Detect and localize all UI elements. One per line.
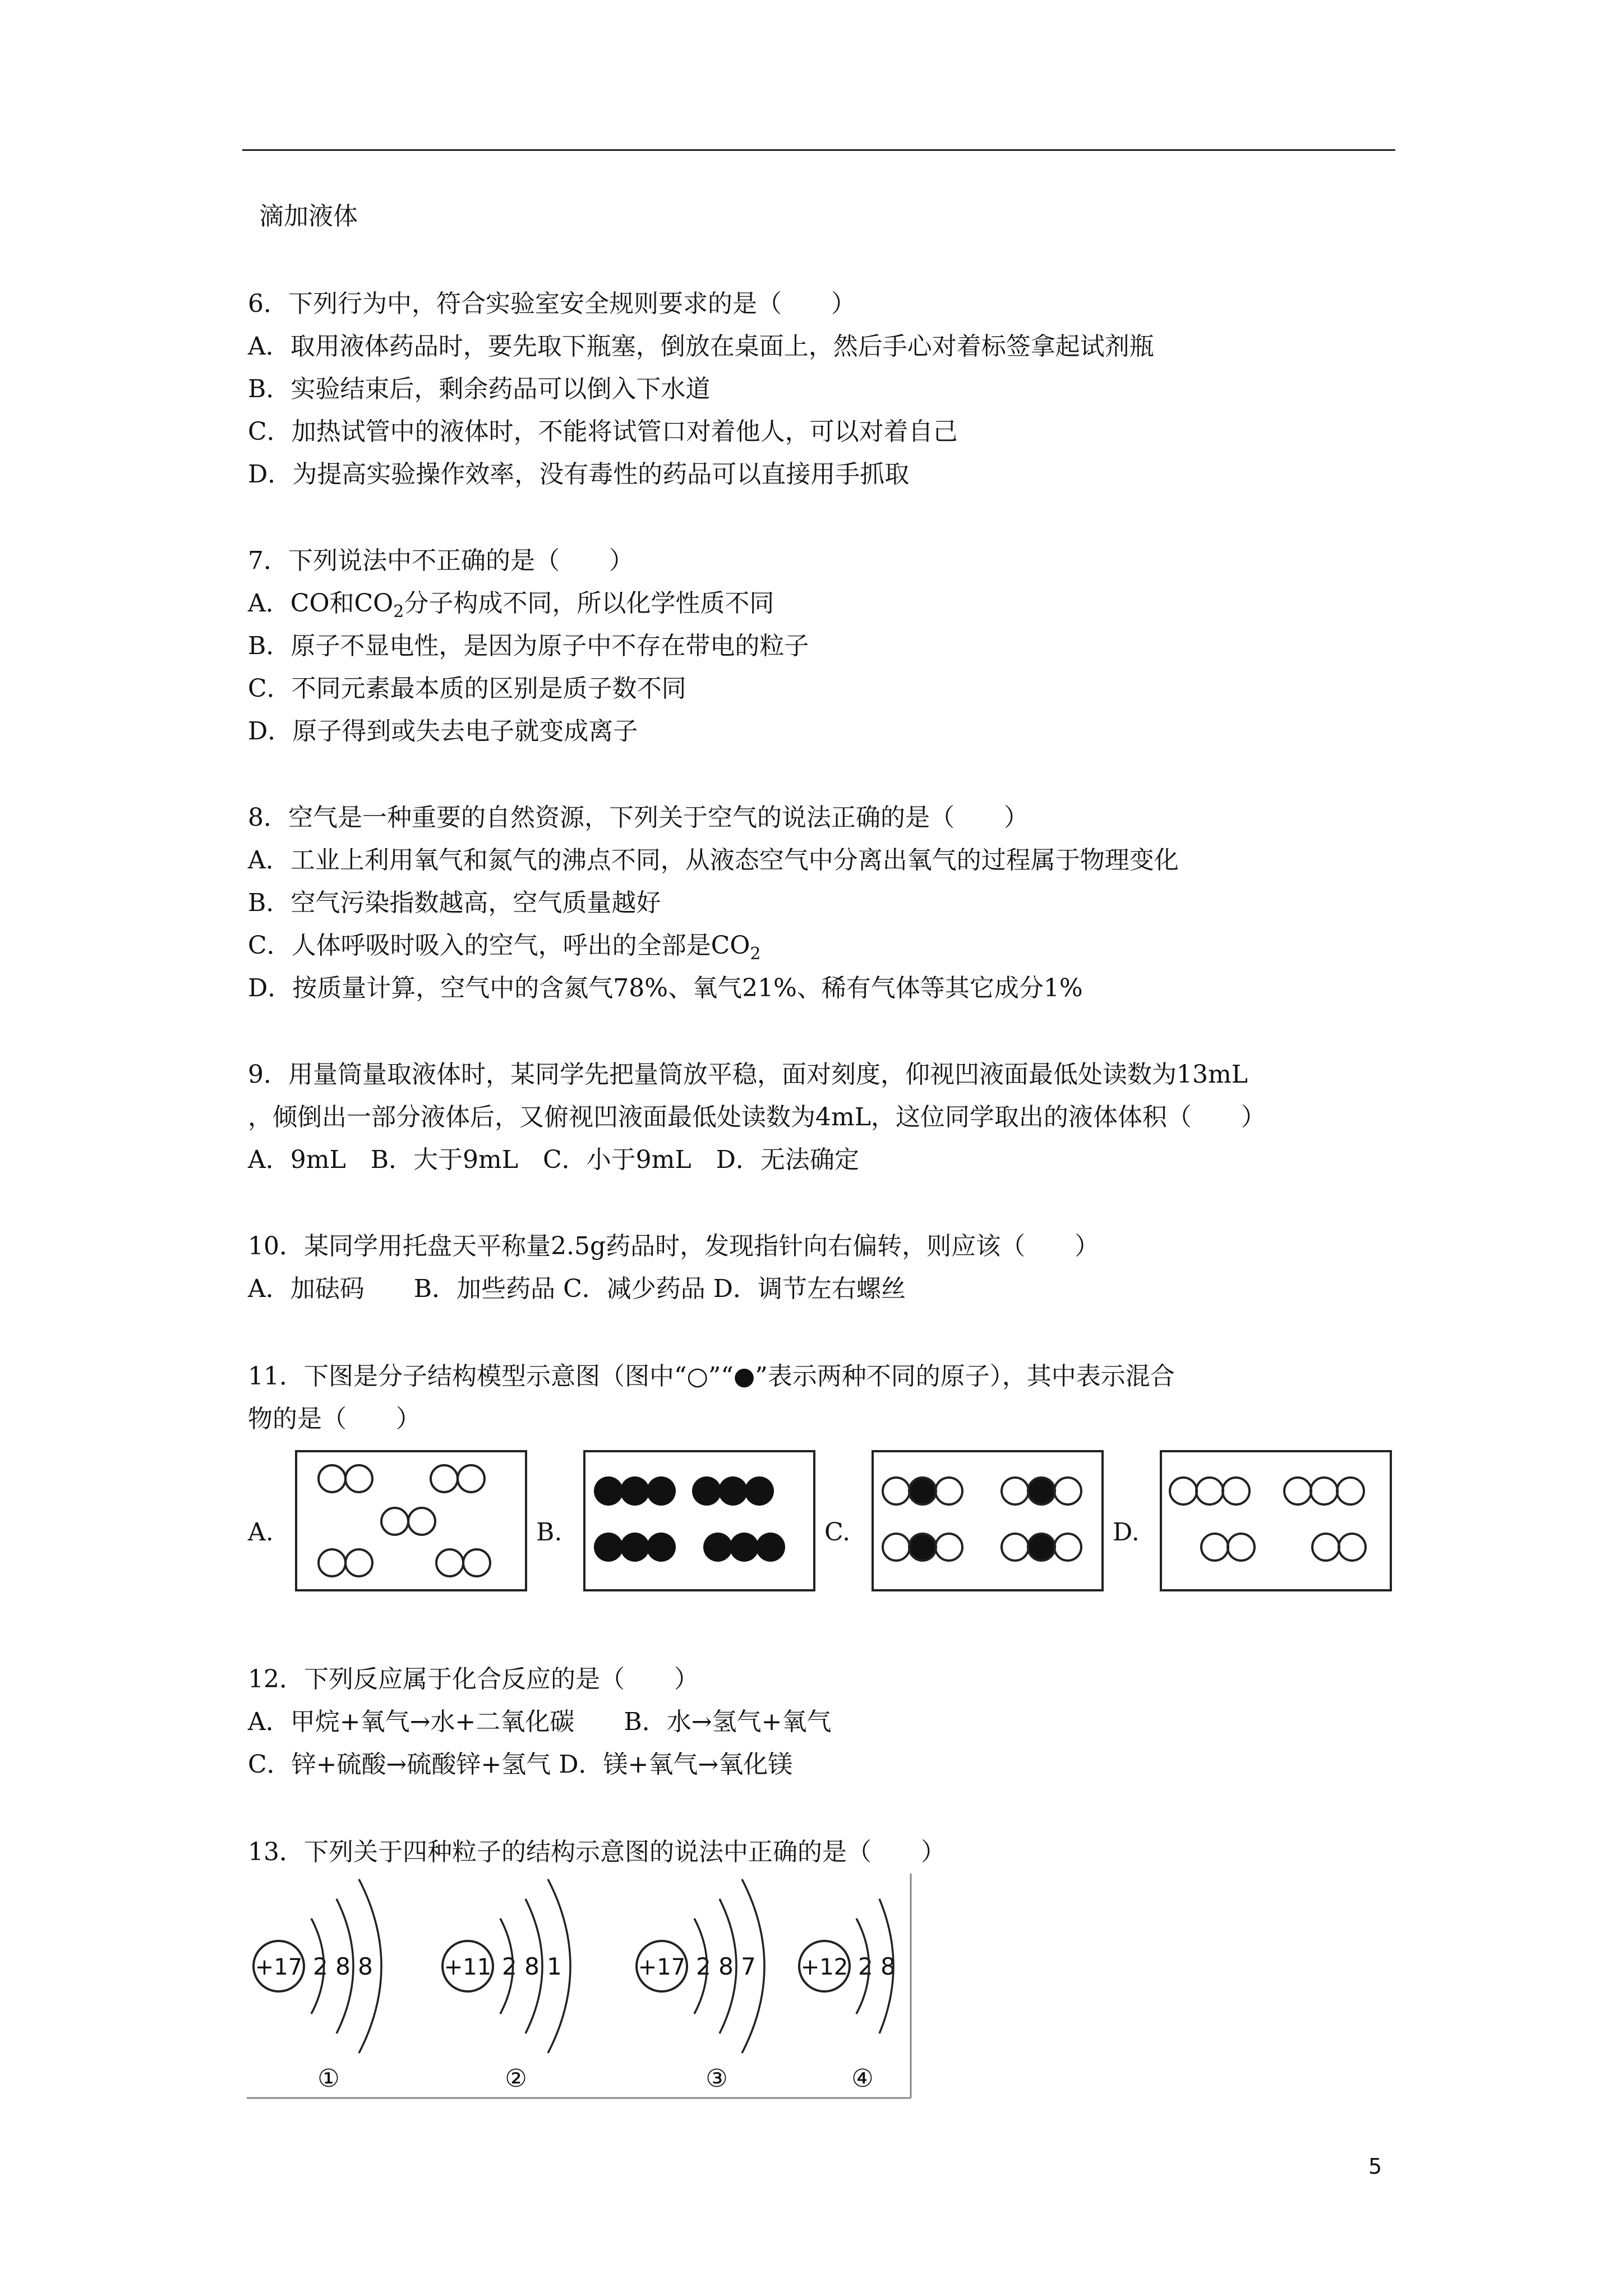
q6-option-c: C．加热试管中的液体时，不能将试管口对着他人，可以对着自己 xyxy=(248,417,958,446)
q11-label-b: B. xyxy=(536,1518,562,1547)
q11-label-a: A. xyxy=(248,1518,274,1547)
q8-option-a: A．工业上利用氧气和氮气的沸点不同，从液态空气中分离出氧气的过程属于物理变化 xyxy=(248,846,1179,875)
q7-stem: 7．下列说法中不正确的是（ ） xyxy=(248,546,634,575)
intro-text: 滴加液体 xyxy=(259,202,358,231)
q6-option-d: D．为提高实验操作效率，没有毒性的药品可以直接用手抓取 xyxy=(248,460,910,489)
q7-option-a: A．CO和$CO_2$分子构成不同，所以化学性质不同 xyxy=(248,589,774,622)
page-number: 5 xyxy=(1368,2154,1382,2179)
q10-stem: 10．某同学用托盘天平称量2.5g药品时，发现指针向右偏转，则应该（ ） xyxy=(248,1232,1100,1260)
particle-2-label: ② xyxy=(505,2064,527,2093)
particle-4 xyxy=(799,1899,896,2093)
q11-label-d: D. xyxy=(1113,1518,1140,1547)
q13-stem: 13．下列关于四种粒子的结构示意图的说法中正确的是（ ） xyxy=(248,1838,946,1866)
q8-stem: 8．空气是一种重要的自然资源，下列关于空气的说法正确的是（ ） xyxy=(248,803,1029,832)
q7-option-c: C．不同元素最本质的区别是质子数不同 xyxy=(248,674,686,703)
particle-3-nucleus: +17 xyxy=(638,1954,686,1980)
q8-option-c: C．人体呼吸时吸入的空气，呼出的全部是$CO_2$ xyxy=(248,931,761,964)
q8-option-d: D．按质量计算，空气中的含氮气78%、氧气21%、稀有气体等其它成分1% xyxy=(248,974,1083,1002)
particle-2 xyxy=(442,1879,570,2093)
q7-option-d: D．原子得到或失去电子就变成离子 xyxy=(248,717,638,746)
q6-option-b: B．实验结束后，剩余药品可以倒入下水道 xyxy=(248,375,711,403)
particle-3-label: ③ xyxy=(706,2064,728,2093)
particle-3 xyxy=(637,1879,764,2093)
particle-2-nucleus: +11 xyxy=(444,1954,492,1980)
q6-stem: 6．下列行为中，符合实验室安全规则要求的是（ ） xyxy=(248,289,856,318)
particle-1-nucleus: +17 xyxy=(255,1954,303,1980)
q12-stem: 12．下列反应属于化合反应的是（ ） xyxy=(248,1665,699,1694)
particle-4-label: ④ xyxy=(851,2064,874,2093)
particle-1 xyxy=(253,1879,381,2093)
particle-4-nucleus: +12 xyxy=(800,1954,849,1980)
q12-options-row2: C．锌+硫酸→硫酸锌+氢气 D．镁+氧气→氧化镁 xyxy=(248,1750,793,1779)
q12-options-row1: A．甲烷+氧气→水+二氧化碳 B．水→氢气+氧气 xyxy=(248,1708,832,1736)
particle-3-shells: 2 8 7 xyxy=(696,1953,756,1980)
q11-line1: 11．下图是分子结构模型示意图（图中“○”“●”表示两种不同的原子），其中表示混合 xyxy=(248,1362,1175,1391)
q11-line2: 物的是（ ） xyxy=(248,1405,421,1433)
q9-line2: ，倾倒出一部分液体后，又俯视凹液面最低处读数为4mL，这位同学取出的液体体积（ ） xyxy=(248,1103,1266,1131)
q10-options: A．加砝码 B．加些药品 C．减少药品 D．调节左右螺丝 xyxy=(248,1274,906,1303)
q6-option-a: A．取用液体药品时，要先取下瓶塞，倒放在桌面上，然后手心对着标签拿起试剂瓶 xyxy=(248,332,1154,361)
q7-option-b: B．原子不显电性，是因为原子中不存在带电的粒子 xyxy=(248,632,809,660)
q9-line1: 9．用量筒量取液体时，某同学先把量筒放平稳，面对刻度，仰视凹液面最低处读数为13mL xyxy=(248,1060,1248,1089)
q11-label-c: C. xyxy=(824,1518,851,1547)
particle-1-shells: 2 8 8 xyxy=(313,1953,373,1980)
q8-option-b: B．空气污染指数越高，空气质量越好 xyxy=(248,889,661,917)
q9-options: A．9mL B．大于9mL C．小于9mL D．无法确定 xyxy=(248,1145,859,1174)
particle-2-shells: 2 8 1 xyxy=(502,1953,562,1980)
particle-4-shells: 2 8 xyxy=(858,1953,896,1980)
particle-1-label: ① xyxy=(317,2064,340,2093)
